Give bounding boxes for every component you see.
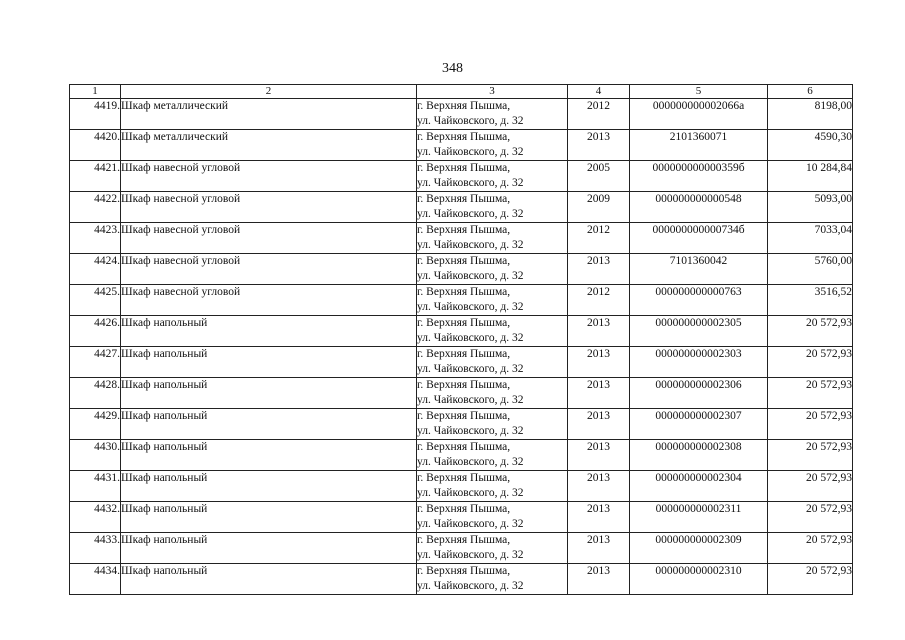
inventory-number-cell: 000000000000548 — [630, 192, 768, 223]
row-number-cell: 4420. — [70, 130, 121, 161]
item-name-cell: Шкаф напольный — [121, 502, 417, 533]
inventory-number-cell: 7101360042 — [630, 254, 768, 285]
year-cell: 2013 — [568, 378, 630, 409]
table-body — [70, 99, 853, 595]
table-row — [70, 161, 853, 192]
year-cell: 2013 — [568, 471, 630, 502]
inventory-number-cell: 000000000002309 — [630, 533, 768, 564]
address-cell — [417, 161, 568, 192]
item-name-cell: Шкаф напольный — [121, 564, 417, 595]
cost-cell: 5760,00 — [768, 254, 853, 285]
row-number-cell: 4431. — [70, 471, 121, 502]
address-street: ул. Чайковского, д. 32 — [417, 239, 524, 251]
item-name-cell: Шкаф напольный — [121, 347, 417, 378]
address-street: ул. Чайковского, д. 32 — [417, 177, 524, 189]
cost-cell: 20 572,93 — [768, 533, 853, 564]
address-street: ул. Чайковского, д. 32 — [417, 115, 524, 127]
column-header-name: 2 — [121, 85, 417, 99]
item-name-cell: Шкаф напольный — [121, 471, 417, 502]
table-header-row — [70, 85, 853, 99]
inventory-number-cell: 000000000000359б — [630, 161, 768, 192]
row-number-cell: 4419. — [70, 99, 121, 130]
table-row — [70, 316, 853, 347]
cost-cell: 7033,04 — [768, 223, 853, 254]
inventory-number-cell: 000000000002307 — [630, 409, 768, 440]
cost-cell: 8198,00 — [768, 99, 853, 130]
year-cell: 2013 — [568, 502, 630, 533]
address-cell — [417, 471, 568, 502]
year-cell: 2012 — [568, 223, 630, 254]
row-number-cell: 4421. — [70, 161, 121, 192]
inventory-number-cell: 2101360071 — [630, 130, 768, 161]
year-cell: 2013 — [568, 440, 630, 471]
row-number-cell: 4422. — [70, 192, 121, 223]
year-cell: 2013 — [568, 130, 630, 161]
row-number-cell: 4423. — [70, 223, 121, 254]
cost-cell: 20 572,93 — [768, 316, 853, 347]
item-name-cell: Шкаф напольный — [121, 378, 417, 409]
inventory-number-cell: 000000000002304 — [630, 471, 768, 502]
year-cell: 2013 — [568, 347, 630, 378]
cost-cell: 5093,00 — [768, 192, 853, 223]
address-cell — [417, 223, 568, 254]
address-city: г. Верхняя Пышма, — [417, 441, 511, 453]
year-cell: 2013 — [568, 254, 630, 285]
row-number-cell: 4430. — [70, 440, 121, 471]
address-city: г. Верхняя Пышма, — [417, 534, 511, 546]
item-name-cell: Шкаф напольный — [121, 440, 417, 471]
item-name-cell: Шкаф металлический — [121, 99, 417, 130]
address-city: г. Верхняя Пышма, — [417, 193, 511, 205]
cost-cell: 20 572,93 — [768, 502, 853, 533]
address-city: г. Верхняя Пышма, — [417, 162, 511, 174]
address-street: ул. Чайковского, д. 32 — [417, 301, 524, 313]
row-number-cell: 4426. — [70, 316, 121, 347]
address-cell — [417, 99, 568, 130]
item-name-cell: Шкаф навесной угловой — [121, 223, 417, 254]
table-row — [70, 254, 853, 285]
address-cell — [417, 502, 568, 533]
column-header-address: 3 — [417, 85, 568, 99]
address-street: ул. Чайковского, д. 32 — [417, 580, 524, 592]
address-cell — [417, 409, 568, 440]
column-header-cost: 6 — [768, 85, 853, 99]
inventory-number-cell: 000000000002066а — [630, 99, 768, 130]
address-street: ул. Чайковского, д. 32 — [417, 208, 524, 220]
item-name-cell: Шкаф навесной угловой — [121, 254, 417, 285]
property-registry-table — [69, 84, 853, 595]
address-street: ул. Чайковского, д. 32 — [417, 456, 524, 468]
address-street: ул. Чайковского, д. 32 — [417, 518, 524, 530]
row-number-cell: 4429. — [70, 409, 121, 440]
table-row — [70, 378, 853, 409]
year-cell: 2005 — [568, 161, 630, 192]
address-city: г. Верхняя Пышма, — [417, 472, 511, 484]
address-city: г. Верхняя Пышма, — [417, 348, 511, 360]
item-name-cell: Шкаф напольный — [121, 533, 417, 564]
address-cell — [417, 130, 568, 161]
address-street: ул. Чайковского, д. 32 — [417, 270, 524, 282]
item-name-cell: Шкаф навесной угловой — [121, 192, 417, 223]
address-cell — [417, 254, 568, 285]
table-row — [70, 440, 853, 471]
year-cell: 2013 — [568, 316, 630, 347]
row-number-cell: 4434. — [70, 564, 121, 595]
address-street: ул. Чайковского, д. 32 — [417, 487, 524, 499]
address-city: г. Верхняя Пышма, — [417, 224, 511, 236]
inventory-number-cell: 000000000000763 — [630, 285, 768, 316]
item-name-cell: Шкаф навесной угловой — [121, 285, 417, 316]
address-street: ул. Чайковского, д. 32 — [417, 146, 524, 158]
address-city: г. Верхняя Пышма, — [417, 410, 511, 422]
inventory-number-cell: 000000000002310 — [630, 564, 768, 595]
row-number-cell: 4424. — [70, 254, 121, 285]
inventory-number-cell: 000000000002308 — [630, 440, 768, 471]
table-row — [70, 502, 853, 533]
address-street: ул. Чайковского, д. 32 — [417, 425, 524, 437]
address-city: г. Верхняя Пышма, — [417, 503, 511, 515]
item-name-cell: Шкаф металлический — [121, 130, 417, 161]
inventory-number-cell: 000000000002303 — [630, 347, 768, 378]
page-number: 348 — [442, 61, 463, 76]
address-cell — [417, 440, 568, 471]
cost-cell: 20 572,93 — [768, 564, 853, 595]
item-name-cell: Шкаф навесной угловой — [121, 161, 417, 192]
address-street: ул. Чайковского, д. 32 — [417, 394, 524, 406]
row-number-cell: 4433. — [70, 533, 121, 564]
table-row — [70, 285, 853, 316]
cost-cell: 20 572,93 — [768, 378, 853, 409]
table-row — [70, 99, 853, 130]
table-row — [70, 564, 853, 595]
address-cell — [417, 564, 568, 595]
item-name-cell: Шкаф напольный — [121, 409, 417, 440]
table-row — [70, 471, 853, 502]
year-cell: 2009 — [568, 192, 630, 223]
column-header-year: 4 — [568, 85, 630, 99]
address-cell — [417, 192, 568, 223]
address-cell — [417, 378, 568, 409]
row-number-cell: 4428. — [70, 378, 121, 409]
column-header-inventory-number: 5 — [630, 85, 768, 99]
address-city: г. Верхняя Пышма, — [417, 100, 511, 112]
address-cell — [417, 533, 568, 564]
address-city: г. Верхняя Пышма, — [417, 255, 511, 267]
inventory-number-cell: 000000000000734б — [630, 223, 768, 254]
table-row — [70, 533, 853, 564]
table-row — [70, 130, 853, 161]
table-row — [70, 409, 853, 440]
row-number-cell: 4432. — [70, 502, 121, 533]
item-name-cell: Шкаф напольный — [121, 316, 417, 347]
table-row — [70, 223, 853, 254]
address-city: г. Верхняя Пышма, — [417, 565, 511, 577]
address-city: г. Верхняя Пышма, — [417, 286, 511, 298]
row-number-cell: 4427. — [70, 347, 121, 378]
address-city: г. Верхняя Пышма, — [417, 379, 511, 391]
year-cell: 2013 — [568, 533, 630, 564]
address-street: ул. Чайковского, д. 32 — [417, 332, 524, 344]
table-row — [70, 347, 853, 378]
inventory-number-cell: 000000000002305 — [630, 316, 768, 347]
cost-cell: 4590,30 — [768, 130, 853, 161]
cost-cell: 3516,52 — [768, 285, 853, 316]
year-cell: 2012 — [568, 285, 630, 316]
inventory-number-cell: 000000000002306 — [630, 378, 768, 409]
address-street: ул. Чайковского, д. 32 — [417, 363, 524, 375]
year-cell: 2012 — [568, 99, 630, 130]
inventory-number-cell: 000000000002311 — [630, 502, 768, 533]
address-cell — [417, 316, 568, 347]
table-row — [70, 192, 853, 223]
address-cell — [417, 285, 568, 316]
cost-cell: 20 572,93 — [768, 471, 853, 502]
year-cell: 2013 — [568, 409, 630, 440]
cost-cell: 20 572,93 — [768, 409, 853, 440]
year-cell: 2013 — [568, 564, 630, 595]
address-cell — [417, 347, 568, 378]
address-city: г. Верхняя Пышма, — [417, 131, 511, 143]
cost-cell: 10 284,84 — [768, 161, 853, 192]
cost-cell: 20 572,93 — [768, 440, 853, 471]
row-number-cell: 4425. — [70, 285, 121, 316]
column-header-number: 1 — [70, 85, 121, 99]
cost-cell: 20 572,93 — [768, 347, 853, 378]
address-city: г. Верхняя Пышма, — [417, 317, 511, 329]
address-street: ул. Чайковского, д. 32 — [417, 549, 524, 561]
